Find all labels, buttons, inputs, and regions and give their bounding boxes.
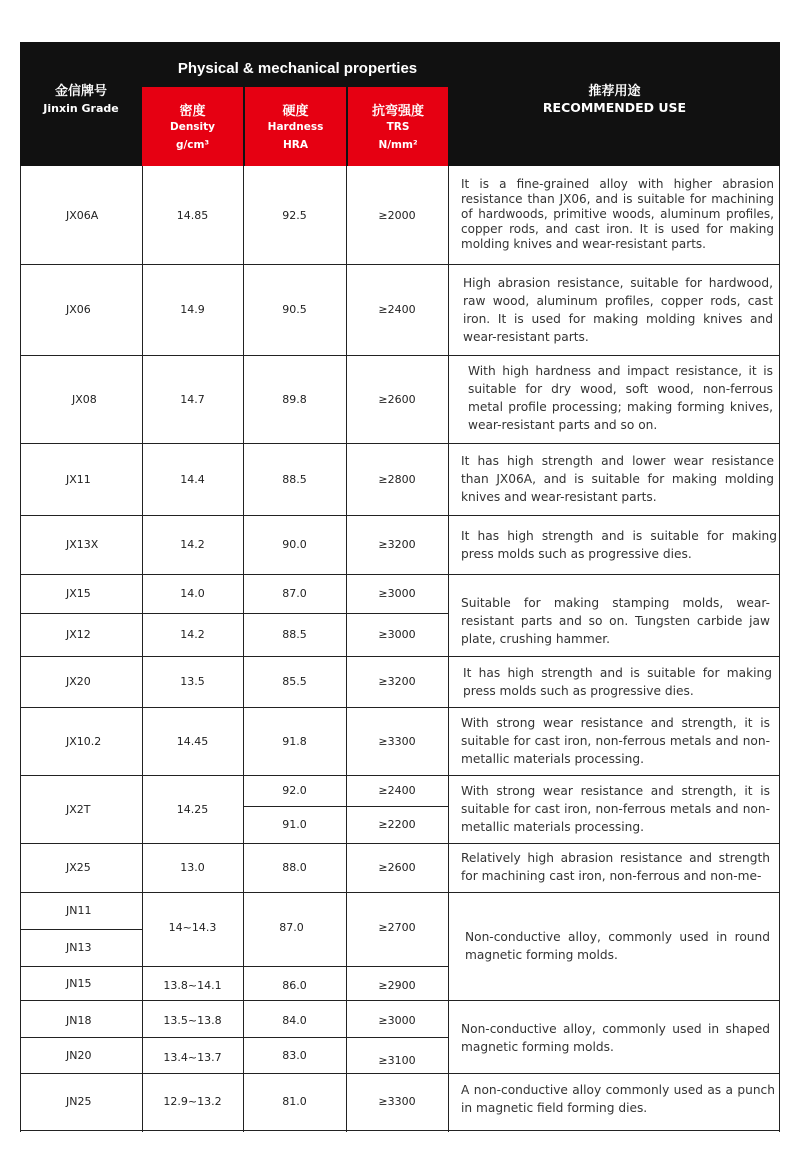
hardness-cell: 86.0 [282,978,307,992]
hardness-cell: 88.5 [282,472,307,486]
hardness-cell: 88.0 [282,861,307,874]
grade-header-en: Jinxin Grade [43,102,119,115]
trs-cell: ≥3200 [378,675,416,688]
trs-cell: ≥2600 [378,392,416,406]
recommended-use-text: Relatively high abrasion resistance and strength for machining cast iron, non-ferrous and non-me- [461,851,770,883]
hardness-cell: 87.0 [279,920,304,934]
recommended-use-text: High abrasion resistance, suitable for hardwood, raw wood, aluminum profiles, copper rods, cast iron. It is used for making molding knives and wear-resistant parts. [463,275,773,344]
hardness-cell: 81.0 [282,1095,307,1108]
grade-cell: JX10.2 [66,734,102,748]
hardness-cell: 90.5 [282,303,307,316]
grade-cell: JX12 [66,628,91,641]
density-cell: 13.8~14.1 [163,978,222,992]
density-cell: 14~14.3 [168,920,217,934]
density-header-unit: g/cm³ [175,139,210,151]
trs-cell: ≥3300 [378,1095,416,1108]
trs-header-en: TRS [386,121,410,133]
trs-cell: ≥2800 [378,472,416,486]
trs-cell: ≥2400 [378,784,416,797]
density-cell: 13.5 [180,675,205,688]
use-header-en: RECOMMENDED USE [542,100,687,115]
trs-cell: ≥3300 [378,734,416,748]
density-cell: 14.4 [180,472,205,486]
grade-cell: JX20 [66,675,91,688]
trs-cell: ≥2900 [378,978,416,992]
hardness-cell: 85.5 [282,675,307,688]
recommended-use-text: It has high strength and lower wear resistance than JX06A, and is suitable for making molding knives and wear-resistant parts. [461,454,774,504]
density-cell: 13.0 [180,861,205,874]
density-cell: 14.25 [176,802,209,816]
density-header-cn: 密度 [179,104,206,119]
hardness-cell: 90.0 [282,538,307,551]
hardness-header-cn: 硬度 [282,104,309,119]
hardness-cell: 89.8 [282,392,307,406]
density-header-en: Density [169,121,216,133]
hardness-cell: 92.0 [282,784,307,797]
grade-cell: JN11 [66,904,92,917]
density-cell: 14.2 [180,628,205,641]
properties-group-title: Physical & mechanical properties [177,60,418,77]
grade-cell: JX25 [66,861,91,874]
recommended-use-text: With high hardness and impact resistance, it is suitable for dry wood, soft wood, non-ferrous metal profile processing; making forming knives, wear-resistant parts and so on. [468,364,773,432]
trs-header-unit: N/mm² [378,139,418,151]
trs-cell: ≥2400 [378,303,416,316]
trs-cell: ≥3000 [378,1014,416,1027]
density-cell: 13.4~13.7 [163,1050,222,1064]
grade-cell: JX08 [72,392,97,406]
trs-cell: ≥2600 [378,861,416,874]
hardness-cell: 91.0 [282,818,307,831]
trs-cell: ≥3000 [378,628,416,641]
recommended-use-text: Non-conductive alloy, commonly used in round magnetic forming molds. [465,930,770,962]
trs-header-cn: 抗弯强度 [371,104,424,119]
recommended-use-text: It has high strength and is suitable for making press molds such as progressive dies. [463,666,772,698]
density-cell: 12.9~13.2 [163,1095,222,1108]
hardness-cell: 88.5 [282,628,307,641]
trs-cell: ≥2200 [378,818,416,831]
recommended-use-text: It has high strength and is suitable for making press molds such as progressive dies. [461,529,777,561]
density-cell: 13.5~13.8 [163,1014,222,1027]
grade-cell: JN18 [66,1014,92,1027]
grade-header-cn: 金信牌号 [54,84,107,99]
recommended-use-text: With strong wear resistance and strength, it is suitable for cast iron, non-ferrous metals and non-metallic materials processing. [461,716,770,766]
hardness-header-unit: HRA [283,139,308,151]
grade-cell: JN25 [66,1095,92,1108]
alloy-grade-table [20,42,780,1132]
trs-cell: ≥3000 [378,587,416,600]
grade-cell: JX06A [66,208,99,222]
recommended-use-text: It is a fine-grained alloy with higher abrasion resistance than JX06, and is suitable for machining of hardwoods, primitive woods, aluminum profiles, copper rods, and cast iron. It is used for making molding knives and wear-resistant parts. [461,177,774,251]
grid-line-use [448,166,449,1132]
density-cell: 14.2 [180,538,205,551]
table-bottom [20,1130,780,1131]
recommended-use-text: Non-conductive alloy, commonly used in shaped magnetic forming molds. [461,1022,770,1054]
grade-cell: JX2T [66,802,91,816]
trs-cell: ≥3100 [378,1053,416,1067]
hardness-cell: 83.0 [282,1048,307,1062]
density-cell: 14.9 [180,303,205,316]
grade-cell: JX15 [66,587,91,600]
recommended-use-text: With strong wear resistance and strength, it is suitable for cast iron, non-ferrous metals and non-metallic materials processing. [461,784,770,834]
hardness-cell: 84.0 [282,1014,307,1027]
grade-cell: JX06 [66,303,91,316]
density-cell: 14.0 [180,587,205,600]
recommended-use-text: A non-conductive alloy commonly used as a punch in magnetic field forming dies. [461,1083,775,1115]
grade-cell: JX13X [66,538,99,551]
hardness-header-en: Hardness [267,121,324,133]
density-cell: 14.45 [176,734,209,748]
recommended-use-text: Suitable for making stamping molds, wear-resistant parts and so on. Tungsten carbide jaw plate, crushing hammer. [461,596,770,646]
grade-cell: JX11 [66,472,91,486]
hardness-cell: 92.5 [282,208,307,222]
trs-cell: ≥2000 [378,208,416,222]
grade-cell: JN15 [66,976,92,990]
use-header-cn: 推荐用途 [588,84,641,99]
grid-line-right [779,166,780,1132]
trs-cell: ≥2700 [378,920,416,934]
density-cell: 14.85 [176,208,209,222]
grade-cell: JN20 [66,1048,92,1062]
density-cell: 14.7 [180,392,205,406]
trs-cell: ≥3200 [378,538,416,551]
hardness-cell: 87.0 [282,587,307,600]
hardness-cell: 91.8 [282,734,307,748]
grade-cell: JN13 [66,941,92,954]
